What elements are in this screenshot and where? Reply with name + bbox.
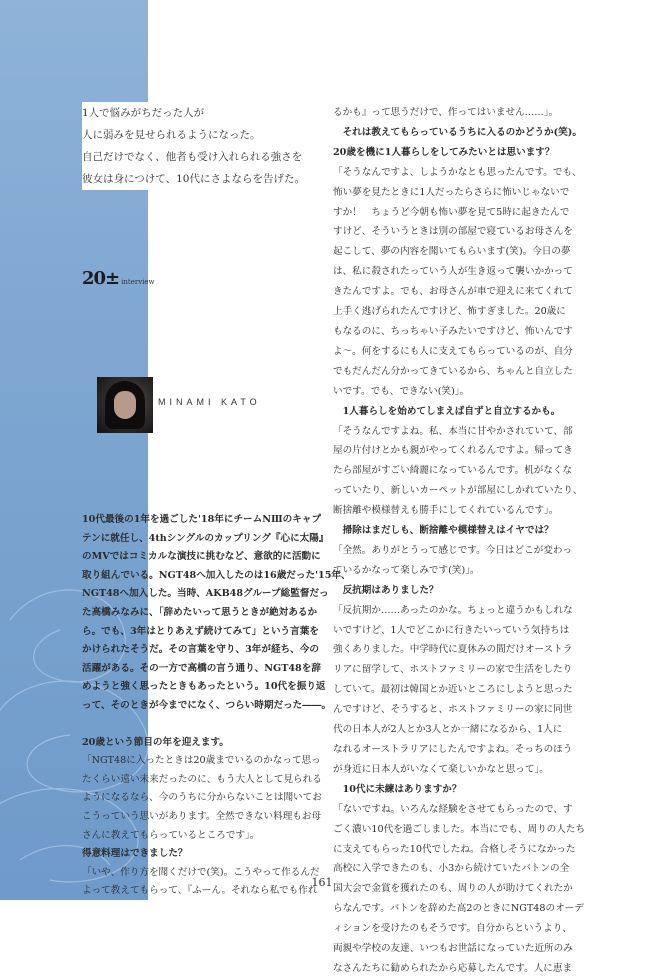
text-line: よって教えてもらって、『ふーん。それなら私でも作れ bbox=[82, 885, 318, 897]
text-line: 国大会で金賞を獲れたのも、周りの人が助けてくれたか bbox=[333, 883, 573, 895]
question-line: かけられたそうだ。その言葉を守り、3年が経ち、今の bbox=[82, 644, 319, 656]
text-line: に支えてもらった10代でしたね。合格しそうになかった bbox=[333, 843, 576, 855]
text-line: 怖い夢を見たときに1人だったらさらに怖いじゃないで bbox=[333, 186, 570, 198]
question-line: 取り組んでいる。NGT48へ加入したのは16歳だった'15年、 bbox=[82, 569, 351, 581]
right-column-body bbox=[333, 103, 591, 979]
text-line: なさんたちに勧められたから応募したんです。人に恵ま bbox=[333, 962, 573, 974]
text-line: きたんですよ。でも、お母さんが車で迎えに来てくれて bbox=[333, 286, 573, 298]
top-white-panel bbox=[148, 0, 323, 95]
question-line: 20歳を機に1人暮らしをしてみたいとは思います？ bbox=[333, 146, 555, 158]
question-line: それは教えてもらっているうちに入るのかどうか(笑)。 bbox=[333, 126, 582, 138]
text-line: していて。最初は韓国とか近いところにしようと思った bbox=[333, 684, 573, 696]
question-line: めようと強く思ったときもあったという。10代を振り返 bbox=[82, 681, 326, 693]
question-line: 20歳という節目の年を迎えます。 bbox=[82, 736, 229, 748]
text-line: 「全然。ありがとうって感じです。今日はどこが変わっ bbox=[333, 544, 572, 556]
page-number: 161 bbox=[311, 876, 333, 889]
text-line: 代の日本人が2人とか3人とか一緒になるから、1人に bbox=[333, 724, 563, 736]
text-line: 上手く逃げられたんですけど、怖すぎました。20歳に bbox=[333, 306, 566, 318]
lead-text bbox=[82, 102, 322, 190]
text-line: でもだんだん分かってきているから、ちゃんと自立した bbox=[333, 365, 573, 377]
text-line: ごく濃い10代を過ごしました。本当にでも、周りの人たち bbox=[333, 823, 586, 835]
text-line: 両親や学校の友達、いつもお世話になっていた近所のみ bbox=[333, 943, 573, 955]
text-line: んですけど、そうすると、ホストファミリーの家に同世 bbox=[333, 704, 573, 716]
text-line: ィションを受けたのもそうです。自分からというより、 bbox=[333, 923, 572, 935]
text-line: なれるオーストラリアにしたんですよね。そっちのほう bbox=[333, 744, 573, 755]
question-line: 10代に未練はありますか？ bbox=[333, 783, 462, 795]
question-line: ら。でも、3年はとりあえず続けてみて」という言葉を bbox=[82, 625, 319, 637]
question-line: って、そのときが今までになく、つらい時期だった――。 bbox=[82, 699, 332, 711]
text-line: っていたり、新しいカーペットが部屋にしかれていたり、 bbox=[333, 485, 583, 497]
text-line: が身近に日本人がいなくて楽しいかなと思って」。 bbox=[333, 763, 549, 775]
text-line: すけど、そういうときは別の部屋で寝ているお母さんを bbox=[333, 226, 573, 238]
logo-mark: 20± bbox=[82, 268, 120, 289]
text-line: るかも』って思うだけで、作ってはいません……」。 bbox=[333, 107, 559, 118]
lead-line: 自己だけでなく、他者も受け入れられる強さを bbox=[82, 151, 303, 163]
text-line: 高校に入学できたのも、小3から続けていたバトンの全 bbox=[333, 863, 570, 875]
text-line: 「NGT48に入ったときは20歳までいるのかなって思っ bbox=[82, 755, 321, 767]
text-line: 「反抗期か……あったのかな。ちょっと違うかもしれな bbox=[333, 604, 573, 616]
lead-line: 人に弱みを見せられるようになった。 bbox=[82, 129, 261, 141]
text-line: こうっていう思いがあります。全然できない料理もお母 bbox=[82, 810, 322, 822]
text-line: いです。でも、できない(笑)」。 bbox=[333, 385, 470, 397]
lead-line: 彼女は身につけて、10代にさよならを告げた。 bbox=[82, 173, 305, 185]
text-line: いですけど、1人でどこかに行きたいっていう気持ちは bbox=[333, 624, 570, 636]
text-line: らなんです。バトンを辞めた高2のときにNGT48のオーデ bbox=[333, 903, 584, 915]
logo-subtitle: interview bbox=[121, 278, 155, 286]
question-line: 掃除はまだしも、断捨離や模様替えはイヤでは？ bbox=[333, 525, 554, 537]
text-line: は、私に殺されたっていう人が生き返って襲いかかって bbox=[333, 266, 573, 278]
text-line: 「そうなんですよ、しようかなとも思ったんです。でも、 bbox=[333, 166, 582, 178]
left-column-body bbox=[82, 511, 351, 901]
text-line: よ～。何をするにも人に支えてもらっているのが、自分 bbox=[333, 345, 573, 357]
question-line: 1人暮らしを始めてしまえば自ずと自立するかも。 bbox=[333, 405, 561, 417]
text-line: 起こして、夢の内容を聞いてもらいます(笑)。今日の夢 bbox=[333, 246, 571, 258]
lead-line: 1人で悩みがちだった人が bbox=[82, 107, 205, 119]
question-line: NGT48へ加入した。当時、AKB48グループ総監督だっ bbox=[82, 588, 329, 600]
text-line: 「そうなんですよね。私、本当に甘やかされていて、部 bbox=[333, 425, 573, 437]
question-line: テンに就任し、4thシングルのカップリング『心に太陽』 bbox=[82, 532, 329, 544]
text-line: リアに留学して、ホストファミリーの家で生活をしたり bbox=[333, 664, 573, 676]
profile-name: MINAMI KATO bbox=[158, 397, 261, 407]
series-logo bbox=[82, 268, 155, 289]
question-line: 活躍がある。その一方で高橋の言う通り、NGT48を辞 bbox=[82, 662, 321, 674]
text-line: 強くありました。中学時代に夏休みの間だけオーストラ bbox=[333, 644, 573, 656]
text-line: たら部屋がすごい綺麗になっているんです。机がなくな bbox=[333, 465, 573, 477]
question-line: のMVではコミカルな演技に挑むなど、意欲的に活動に bbox=[82, 551, 321, 563]
text-line: 断捨離や模様替えも勝手にしてくれているんです」。 bbox=[333, 505, 559, 517]
question-line: た高橋みなみに、「辞めたいって思うときが絶対あるか bbox=[82, 606, 318, 618]
question-line: 得意料理はできました？ bbox=[82, 848, 188, 860]
paragraph-gap bbox=[82, 716, 324, 734]
question-line: 10代最後の1年を過ごした'18年にチームNⅢのキャプ bbox=[82, 514, 322, 525]
text-line: もなるのに、ちっちゃい子みたいですけど、怖いんです bbox=[333, 325, 573, 337]
text-line: 「いや、作り方を聞くだけで(笑)。こうやって作るんだ bbox=[82, 866, 320, 878]
text-line: 「ないですね。いろんな経験をさせてもらったので、す bbox=[333, 803, 573, 815]
text-line: さんに教えてもらっているところです」。 bbox=[82, 829, 260, 841]
text-line: すか！ ちょうど今朝も怖い夢を見て5時に起きたんで bbox=[333, 206, 570, 218]
text-line: ているかなって楽しみです(笑)」。 bbox=[333, 564, 480, 576]
text-line: 屋の片付けとかも親がやってくれるんですよ。帰ってき bbox=[333, 445, 573, 457]
text-line: たくらい遠い未来だったのに、もう大人として見られる bbox=[82, 773, 322, 785]
profile-photo bbox=[97, 377, 153, 433]
text-line: ようになるなら、今のうちに分からないことは聞いてお bbox=[82, 792, 322, 804]
question-line: 反抗期はありました？ bbox=[333, 584, 439, 596]
